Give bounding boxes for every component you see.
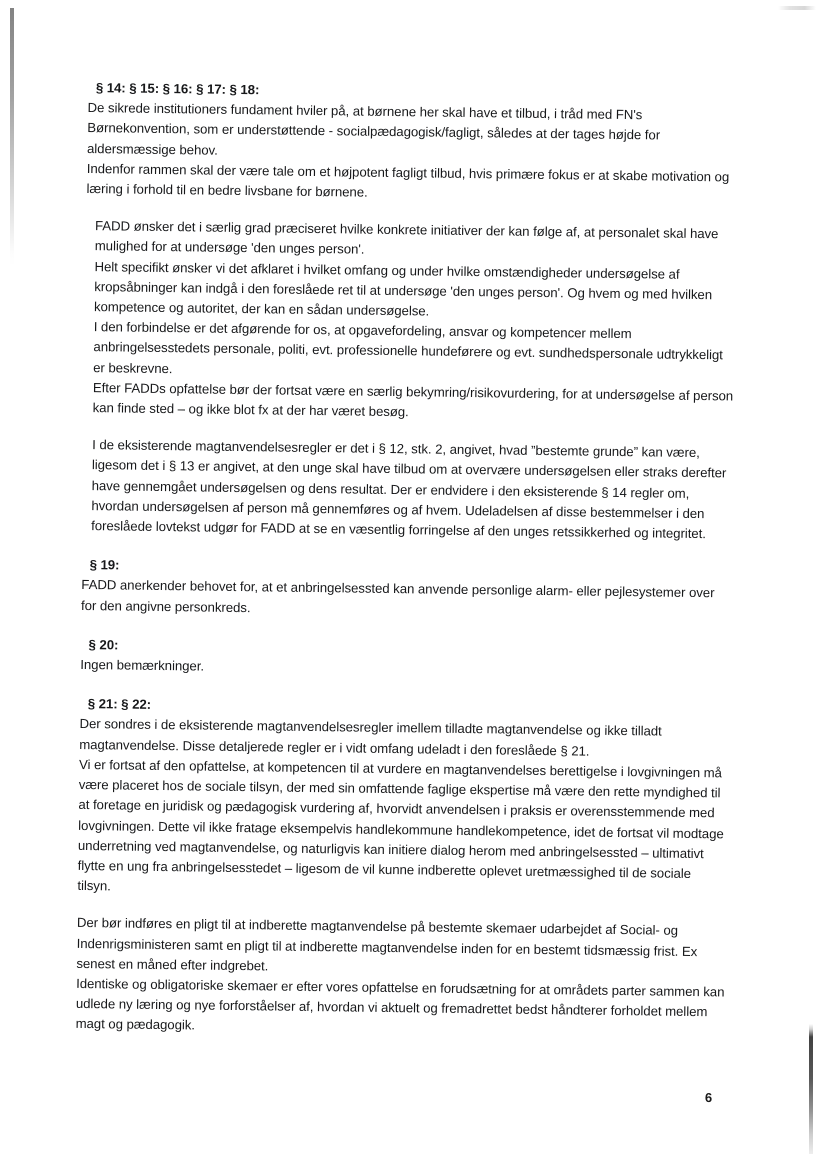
section-paragraph: I de eksisterende magtanvendelsesregler er det i § 12, stk. 2, angivet, hvad ”bestemte grunde” kan være, ligesom det i § 13 er angivet, at den unge skal have tilbud om at overvære undersøgelsen eller straks derefter have gennemgået undersøgelsen og dens resultat. Der er endvidere i den eksisterende § 14 regler om, hvordan undersøgelsen af person må gennemføres og af hvem. Udeladelsen af disse bestemmelser i den foreslåede lovtekst udgør for FADD at se en væsentlig forringelse af den unges retssikkerhed og integritet. [91, 437, 727, 542]
section-block [82, 435, 733, 545]
section-paragraph: FADD ønsker det i særlig grad præciseret hvilke konkrete initiativer der kan følge af, at personalet skal have mulighed for at undersøge 'den unges person'. [94, 218, 719, 258]
section-paragraph: FADD anerkender behovet for, at et anbringelsessted kan anvende personlige alarm- eller pejlesystemer over for den angivne personkreds. [81, 577, 715, 615]
section-paragraph: Identiske og obligatoriske skemaer er efter vores opfattelse en forudsætning for at områdets parter sammen kan udlede ny læring og nye forforståelser af, hvordan vi aktuelt og fremadrettet bedst håndterer forholdet mellem magt og pædagogik. [75, 975, 725, 1033]
section-block [84, 216, 737, 427]
section-paragraph: De sikrede institutioners fundament hviler på, at børnene her skal have et tilbud, i tråd med FN's Børnekonvention, som er understøttende - socialpædagogisk/fagligt, således at der tages højde for aldersmæssige behov. [86, 100, 661, 158]
section-paragraph: Der sondres i de eksisterende magtanvendelsesregler imellem tilladte magtanvendelse og ikke tilladt magtanvendelse. Disse detaljerede regler er i vidt omfang udeladt i den foreslåede § 21. [79, 716, 662, 759]
document-body [75, 78, 737, 1043]
scan-artifact-right-edge-line [809, 1024, 813, 1154]
scan-artifact-left-edge-line [10, 8, 14, 266]
section-block [77, 694, 730, 905]
section-paragraph: Vi er fortsat af den opfattelse, at kompetencen til at vurdere en magtanvendelses berettigelse i lovgivningen må være placeret hos de sociale tilsyn, der med sin omfattende faglige ekspertise må være den rette myndighed til at foretage en juridisk og pædagogisk vurdering af, hvorvidt anvendelsen i praksis er overensstemmende med lovgivningen. Dette vil ikke fratage eksempelvis handlekommune handlekompetence, idet de fortsat vil modtage underretning ved magtanvendelse, og naturligvis kan initiere dialog herom med anbringelsessted – ultimativt flytte en ung fra anbringelsesstedet – ligesom de vil kunne indberette oplevet uretmæssighed til de sociale tilsyn. [77, 756, 724, 894]
section-paragraph: I den forbindelse er det afgørende for os, at opgavefordeling, ansvar og kompetencer mellem anbringelsesstedets personale, politi, evt. professionelle hundeførere og evt. sundhedspersonale udtrykkeligt er beskrevne. [93, 319, 723, 376]
section-heading: § 20: [88, 636, 119, 653]
section-block [75, 913, 727, 1043]
section-paragraph: Ingen bemærkninger. [80, 657, 205, 674]
section-heading: § 19: [89, 557, 120, 573]
section-paragraph: Der bør indføres en pligt til at indberette magtanvendelse på bestemte skemaer udarbejdet af Social- og Indenrigsministeren samt en pligt til at indberette magtanvendelse inden for en bestemt tidsmæssig frist. Ex senest en måned efter indgrebet. [76, 915, 698, 974]
section-paragraph: Helt specifikt ønsker vi det afklaret i hvilket omfang og under hvilke omstændigheder undersøgelse af kropsåbninger kan indgå i den foreslåede ret til at undersøge 'den unges person'. Og hvem og med hvilken kompetence og autoritet, der kan en sådan undersøgelse. [93, 258, 713, 319]
section-paragraph: Efter FADDs opfattelse bør der fortsat være en særlig bekymring/risikovurdering, for at undersøgelse af person kan finde sted – og ikke blot fx at der har været besøg. [92, 379, 734, 420]
section-heading: § 14: § 15: § 16: § 17: § 18: [95, 80, 260, 98]
page-number: 6 [704, 1090, 713, 1106]
section-block [86, 78, 738, 208]
section-heading: § 21: § 22: [87, 696, 152, 713]
section-block [81, 555, 732, 624]
scan-artifact-top-right-smudge [778, 6, 816, 10]
section-paragraph: Indenfor rammen skal der være tale om et højpotent fagligt tilbud, hvis primære fokus er at skabe motivation og læring i forhold til en bedre livsbane for børnene. [86, 160, 730, 200]
